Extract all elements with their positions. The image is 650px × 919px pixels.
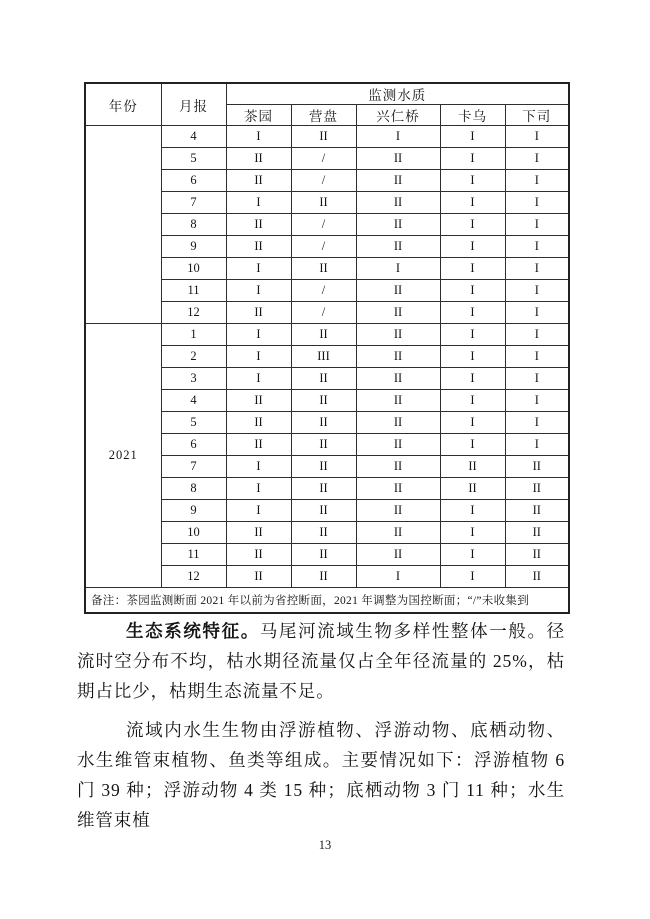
col-header-year: 年份 xyxy=(85,83,161,126)
value-cell: II xyxy=(505,566,569,588)
value-cell: II xyxy=(291,456,356,478)
value-cell: I xyxy=(505,214,569,236)
value-cell: I xyxy=(440,434,505,456)
value-cell: I xyxy=(505,368,569,390)
value-cell: II xyxy=(356,170,440,192)
col-header-site-xingrenqiao: 兴仁桥 xyxy=(356,105,440,126)
value-cell: I xyxy=(505,346,569,368)
value-cell: I xyxy=(440,192,505,214)
month-cell: 10 xyxy=(161,522,226,544)
month-cell: 9 xyxy=(161,236,226,258)
value-cell: / xyxy=(291,170,356,192)
value-cell: II xyxy=(356,544,440,566)
header-row-1 xyxy=(85,83,569,105)
value-cell: I xyxy=(440,214,505,236)
value-cell: I xyxy=(226,500,291,522)
value-cell: I xyxy=(440,544,505,566)
value-cell: I xyxy=(356,126,440,148)
year-cell xyxy=(85,126,161,324)
month-cell: 3 xyxy=(161,368,226,390)
value-cell: I xyxy=(440,522,505,544)
value-cell: I xyxy=(440,236,505,258)
month-cell: 8 xyxy=(161,478,226,500)
value-cell: II xyxy=(291,566,356,588)
value-cell: II xyxy=(356,434,440,456)
value-cell: I xyxy=(226,368,291,390)
value-cell: II xyxy=(505,522,569,544)
value-cell: II xyxy=(505,456,569,478)
month-cell: 5 xyxy=(161,412,226,434)
value-cell: I xyxy=(440,566,505,588)
month-cell: 11 xyxy=(161,544,226,566)
month-cell: 1 xyxy=(161,324,226,346)
value-cell: II xyxy=(226,214,291,236)
table-row xyxy=(85,324,569,346)
month-cell: 2 xyxy=(161,346,226,368)
value-cell: II xyxy=(505,478,569,500)
col-header-month: 月报 xyxy=(161,83,226,126)
value-cell: I xyxy=(505,148,569,170)
value-cell: II xyxy=(291,368,356,390)
month-cell: 12 xyxy=(161,566,226,588)
table-footer xyxy=(85,588,569,614)
col-header-group: 监测水质 xyxy=(226,83,569,105)
value-cell: II xyxy=(226,434,291,456)
value-cell: II xyxy=(356,522,440,544)
month-cell: 8 xyxy=(161,214,226,236)
col-header-site-chayuan: 茶园 xyxy=(226,105,291,126)
value-cell: I xyxy=(505,236,569,258)
col-header-site-kawu: 卡乌 xyxy=(440,105,505,126)
value-cell: I xyxy=(226,258,291,280)
value-cell: II xyxy=(291,126,356,148)
month-cell: 6 xyxy=(161,434,226,456)
value-cell: II xyxy=(356,302,440,324)
value-cell: II xyxy=(226,566,291,588)
value-cell: I xyxy=(505,126,569,148)
value-cell: I xyxy=(440,258,505,280)
value-cell: II xyxy=(356,324,440,346)
value-cell: I xyxy=(505,324,569,346)
paragraph-lead-bold: 生态系统特征。 xyxy=(126,621,260,641)
value-cell: I xyxy=(226,456,291,478)
value-cell: II xyxy=(291,258,356,280)
value-cell: III xyxy=(291,346,356,368)
value-cell: I xyxy=(505,390,569,412)
value-cell: II xyxy=(226,302,291,324)
value-cell: II xyxy=(291,434,356,456)
value-cell: / xyxy=(291,148,356,170)
paragraph-aquatic-life xyxy=(77,715,565,835)
value-cell: / xyxy=(291,302,356,324)
value-cell: II xyxy=(291,522,356,544)
value-cell: II xyxy=(291,390,356,412)
value-cell: II xyxy=(440,456,505,478)
value-cell: II xyxy=(356,280,440,302)
value-cell: I xyxy=(226,346,291,368)
value-cell: I xyxy=(505,258,569,280)
value-cell: I xyxy=(505,412,569,434)
value-cell: I xyxy=(440,368,505,390)
value-cell: II xyxy=(356,390,440,412)
value-cell: II xyxy=(356,346,440,368)
value-cell: I xyxy=(356,566,440,588)
value-cell: / xyxy=(291,214,356,236)
value-cell: I xyxy=(505,434,569,456)
value-cell: II xyxy=(226,170,291,192)
paragraph-text: 流域内水生生物由浮游植物、浮游动物、底栖动物、水生维管束植物、鱼类等组成。主要情况如下：浮游植物 6 门 39 种；浮游动物 4 类 15 种；底栖动物 3 门 11 种；水生维管束植 xyxy=(77,720,565,830)
value-cell: I xyxy=(226,478,291,500)
value-cell: I xyxy=(440,346,505,368)
value-cell: II xyxy=(356,192,440,214)
value-cell: II xyxy=(356,478,440,500)
value-cell: I xyxy=(356,258,440,280)
value-cell: II xyxy=(226,522,291,544)
water-quality-table-wrap xyxy=(84,82,570,614)
value-cell: II xyxy=(226,412,291,434)
value-cell: II xyxy=(356,148,440,170)
value-cell: II xyxy=(356,500,440,522)
value-cell: II xyxy=(226,148,291,170)
value-cell: II xyxy=(356,412,440,434)
value-cell: II xyxy=(291,324,356,346)
value-cell: / xyxy=(291,280,356,302)
paragraph-text: 马尾河流域生物多样性整体一般。径流时空分布不均，枯水期径流量仅占全年径流量的 25%，枯期占比少，枯期生态流量不足。 xyxy=(77,621,565,701)
value-cell: II xyxy=(291,192,356,214)
value-cell: I xyxy=(505,302,569,324)
value-cell: I xyxy=(505,170,569,192)
value-cell: I xyxy=(226,192,291,214)
page-number: 13 xyxy=(318,838,332,852)
value-cell: I xyxy=(440,500,505,522)
value-cell: II xyxy=(226,236,291,258)
value-cell: II xyxy=(291,412,356,434)
value-cell: I xyxy=(226,126,291,148)
value-cell: I xyxy=(505,280,569,302)
water-quality-table xyxy=(84,82,570,614)
value-cell: I xyxy=(440,302,505,324)
value-cell: I xyxy=(440,126,505,148)
value-cell: II xyxy=(356,368,440,390)
value-cell: II xyxy=(356,214,440,236)
value-cell: II xyxy=(291,500,356,522)
year-cell: 2021 xyxy=(85,324,161,588)
month-cell: 12 xyxy=(161,302,226,324)
month-cell: 4 xyxy=(161,126,226,148)
value-cell: II xyxy=(291,544,356,566)
value-cell: II xyxy=(356,236,440,258)
month-cell: 6 xyxy=(161,170,226,192)
value-cell: I xyxy=(440,170,505,192)
body-text xyxy=(77,616,565,835)
value-cell: I xyxy=(440,390,505,412)
table-header xyxy=(85,83,569,126)
value-cell: I xyxy=(440,412,505,434)
month-cell: 5 xyxy=(161,148,226,170)
month-cell: 11 xyxy=(161,280,226,302)
col-header-site-yingpan: 营盘 xyxy=(291,105,356,126)
table-row xyxy=(85,126,569,148)
value-cell: II xyxy=(505,544,569,566)
month-cell: 10 xyxy=(161,258,226,280)
value-cell: / xyxy=(291,236,356,258)
table-body xyxy=(85,126,569,588)
value-cell: II xyxy=(440,478,505,500)
value-cell: I xyxy=(440,148,505,170)
month-cell: 7 xyxy=(161,456,226,478)
value-cell: I xyxy=(226,324,291,346)
paragraph-eco-features xyxy=(77,616,565,706)
note-row xyxy=(85,588,569,614)
value-cell: II xyxy=(356,456,440,478)
value-cell: I xyxy=(440,324,505,346)
value-cell: II xyxy=(226,390,291,412)
month-cell: 9 xyxy=(161,500,226,522)
month-cell: 4 xyxy=(161,390,226,412)
value-cell: II xyxy=(226,544,291,566)
value-cell: II xyxy=(291,478,356,500)
value-cell: I xyxy=(440,280,505,302)
value-cell: II xyxy=(505,500,569,522)
col-header-site-xiasi: 下司 xyxy=(505,105,569,126)
table-note: 备注：茶园监测断面 2021 年以前为省控断面，2021 年调整为国控断面；“/”未收集到 xyxy=(85,588,569,614)
month-cell: 7 xyxy=(161,192,226,214)
value-cell: I xyxy=(226,280,291,302)
value-cell: I xyxy=(505,192,569,214)
